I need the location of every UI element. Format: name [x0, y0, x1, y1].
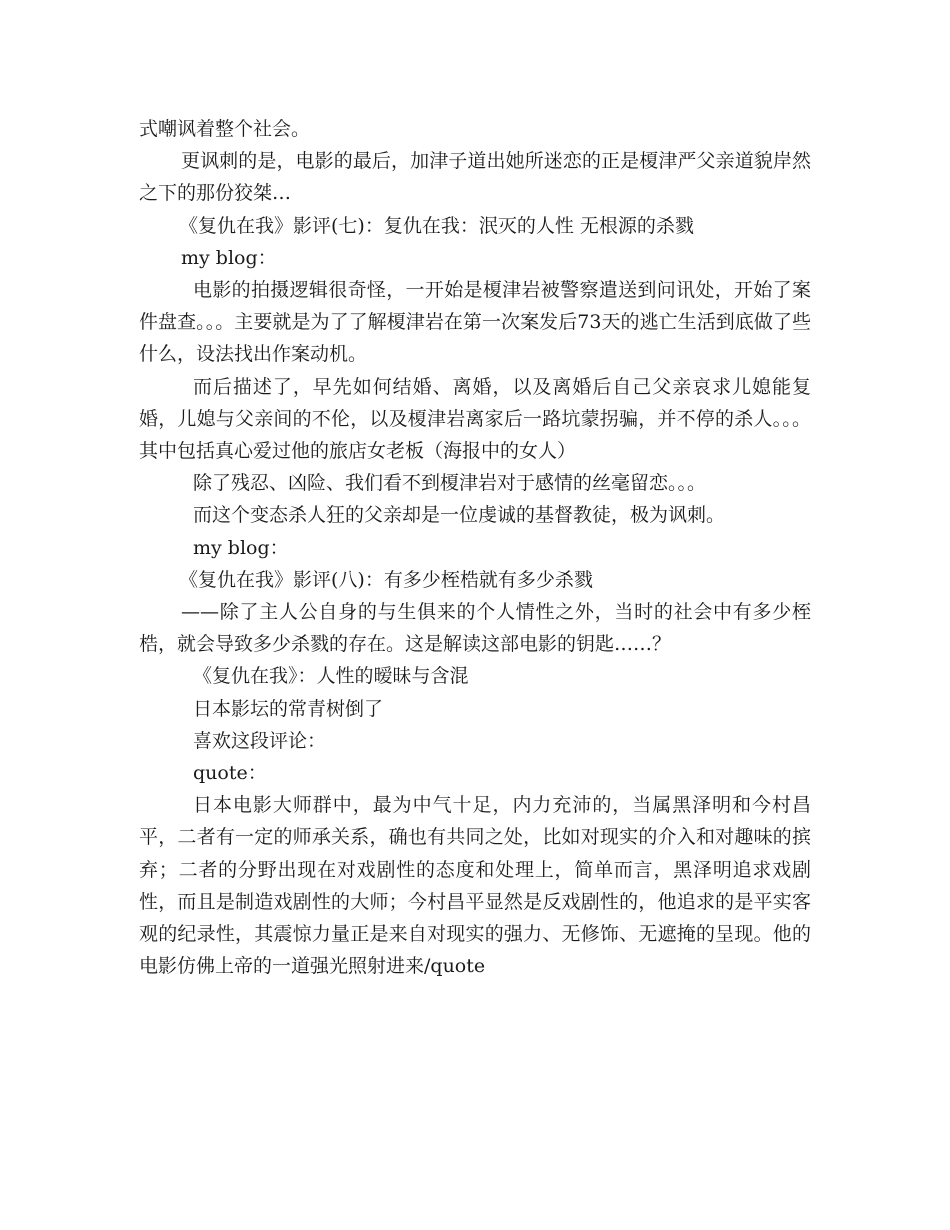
- paragraph-1: 式嘲讽着整个社会。: [139, 118, 311, 140]
- paragraph-8: 而这个变态杀人狂的父亲却是一位虔诚的基督教徒，极为讽刺。: [193, 504, 726, 527]
- paragraph-11: ——除了主人公自身的与生俱来的个人情性之外，当时的社会中有多少桎梏，就会导致多少杀戮的存在。这是解读这部电影的钥匙……？: [139, 601, 811, 656]
- paragraph-14: 喜欢这段评论：: [193, 729, 327, 752]
- paragraph-10-heading: 《复仇在我》影评(八)：有多少桎梏就有多少杀戮: [179, 568, 593, 591]
- paragraph-16-quote: 日本电影大师群中，最为中气十足，内力充沛的，当属黑泽明和今村昌平，二者有一定的师承关系，确也有共同之处，比如对现实的介入和对趣味的摈弃；二者的分野出现在对戏剧性的态度和处理上，简单而言，黑泽明追求戏剧性，而且是制造戏剧性的大师；今村昌平显然是反戏剧性的，他追求的是平实客观的纪录性，其震惊力量正是来自对现实的强力、无修饰、无遮掩的呈现。他的电影仿佛上帝的一道强光照射进来/quote: [139, 794, 811, 978]
- paragraph-2: 更讽刺的是，电影的最后，加津子道出她所迷恋的正是榎津严父亲道貌岸然之下的那份狡桀…: [139, 150, 811, 205]
- paragraph-4-blog-label: my blog：: [181, 246, 277, 269]
- paragraph-5: 电影的拍摄逻辑很奇怪，一开始是榎津岩被警察遣送到问讯处，开始了案件盘查。。。主要就是为了了解榎津岩在第一次案发后73天的逃亡生活到底做了些什么，设法找出作案动机。: [139, 279, 811, 366]
- body-text: [139, 113, 811, 982]
- paragraph-3-heading: 《复仇在我》影评(七)：复仇在我：泯灭的人性 无根源的杀戮: [179, 214, 694, 237]
- paragraph-13: 日本影坛的常青树倒了: [193, 697, 384, 720]
- paragraph-12: 《复仇在我》：人性的暧昧与含混: [193, 665, 469, 688]
- paragraph-9-blog-label: my blog：: [193, 536, 289, 559]
- paragraph-7: 除了残忍、凶险、我们看不到榎津岩对于感情的丝毫留恋。。。: [193, 472, 707, 495]
- paragraph-15-quote-label: quote：: [193, 762, 267, 785]
- paragraph-6: 而后描述了，早先如何结婚、离婚，以及离婚后自己父亲哀求儿媳能复婚，儿媳与父亲间的不伦，以及榎津岩离家后一路坑蒙拐骗，并不停的杀人。。。其中包括真心爱过他的旅店女老板（海报中的女人）: [139, 375, 811, 463]
